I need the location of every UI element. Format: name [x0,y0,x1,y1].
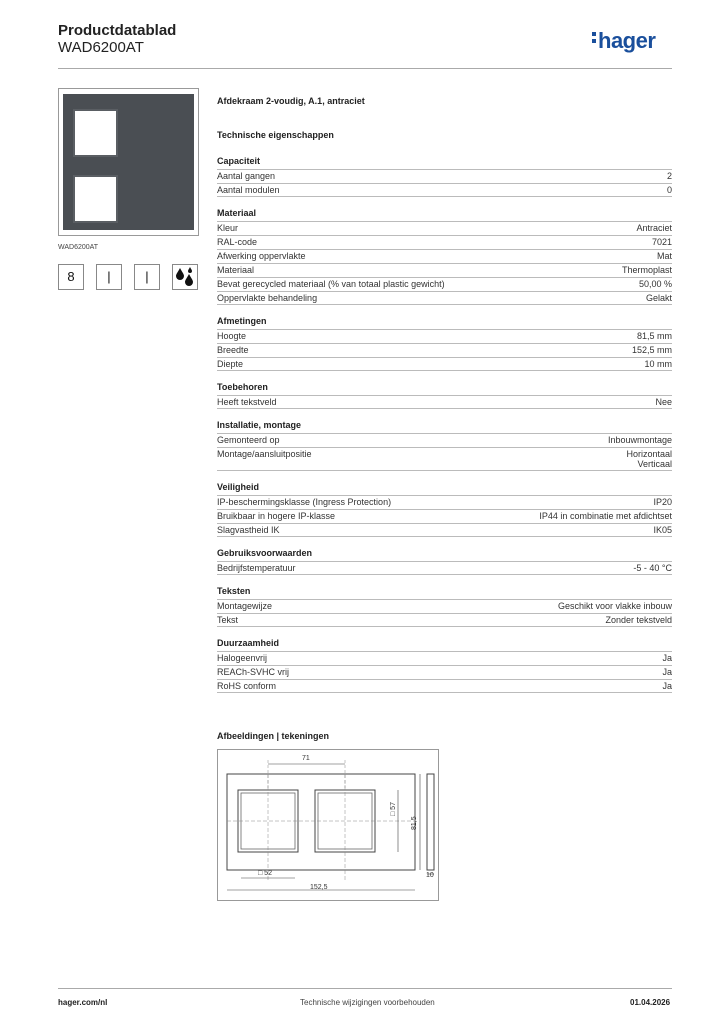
spec-row [217,561,672,575]
section-heading: Gebruiksvoorwaarden [217,548,313,558]
spec-value: 0 [666,185,672,195]
section-heading: Toebehoren [217,382,268,392]
spec-key: Tekst [217,615,239,625]
spec-value: Zonder tekstveld [605,615,672,625]
header-divider [58,68,672,69]
spec-row [217,651,672,665]
spec-row [217,509,672,523]
spec-value: 7021 [651,237,672,247]
spec-value: 81,5 mm [636,331,672,341]
product-name: Afdekraam 2-voudig, A.1, antraciet [217,96,365,106]
spec-key: Oppervlakte behandeling [217,293,318,303]
footer-website-link[interactable]: hager.com/nl [58,998,108,1007]
spec-row [217,343,672,357]
dim-label-71: 71 [302,755,310,762]
spec-value: -5 - 40 °C [633,563,672,573]
product-image [58,88,199,236]
spec-row [217,221,672,235]
spec-key: Montagewijze [217,601,273,611]
footer-disclaimer: Technische wijzigingen voorbehouden [300,998,435,1007]
spec-key: Materiaal [217,265,255,275]
spec-value: Inbouwmontage [607,435,672,445]
spec-key: Bevat gerecycled materiaal (% van totaal plastic gewicht) [217,279,445,289]
spec-key: Kleur [217,223,239,233]
hager-logo: hager [592,28,655,54]
spec-key: Gemonteerd op [217,435,280,445]
spec-key: Aantal gangen [217,171,276,181]
spec-value: Horizontaal [626,449,672,459]
spec-row [217,277,672,291]
dim-label-10: 10 [426,872,434,879]
section-heading: Installatie, montage [217,420,302,430]
spec-row [217,291,672,305]
spec-key: REACh-SVHC vrij [217,667,290,677]
spec-row [217,665,672,679]
footer-date: 01.04.2026 [630,998,671,1007]
spec-row [217,235,672,249]
spec-value: 152,5 mm [631,345,672,355]
spec-key: Halogeenvrij [217,653,268,663]
spec-row [217,599,672,613]
frame-opening-top [73,109,118,157]
spec-key: Heeft tekstveld [217,397,277,407]
spec-value: Antraciet [636,223,672,233]
spec-row [217,357,672,371]
spec-key: Afwerking oppervlakte [217,251,306,261]
digit-icon: 8 [58,264,84,290]
spec-value: Geschikt voor vlakke inbouw [557,601,672,611]
tech-heading: Technische eigenschappen [217,130,334,140]
dim-label-152-5: 152,5 [310,884,328,891]
vertical-bar-icon: | [96,264,122,290]
spec-key: IP-beschermingsklasse (Ingress Protection) [217,497,392,507]
spec-key: Bedrijfstemperatuur [217,563,296,573]
spec-value: 50,00 % [638,279,672,289]
spec-value: Gelakt [645,293,672,303]
image-caption: WAD6200AT [58,244,99,251]
spec-row [217,523,672,537]
dim-label-52: □ 52 [258,870,272,877]
spec-row [217,169,672,183]
spec-key: Hoogte [217,331,247,341]
spec-row [217,263,672,277]
spec-value: 10 mm [644,359,672,369]
spec-value: Mat [656,251,672,261]
section-heading: Materiaal [217,208,257,218]
spec-value: IP20 [653,497,672,507]
section-heading: Duurzaamheid [217,638,280,648]
spec-value: Ja [662,653,672,663]
spec-value: Verticaal [637,459,672,469]
spec-value: 2 [666,171,672,181]
spec-row [217,183,672,197]
spec-value: IP44 in combinatie met afdichtset [539,511,672,521]
spec-key: Montage/aansluitpositie [217,449,312,459]
frame-opening-bottom [73,175,118,223]
spec-key: Bruikbaar in hogere IP-klasse [217,511,336,521]
page-title: Productdatablad [58,22,177,39]
spec-value: Ja [662,681,672,691]
spec-row [217,433,672,447]
spec-row [217,395,672,409]
spec-row [217,495,672,509]
spec-row [217,329,672,343]
dim-label-57: □ 57 [390,802,397,816]
section-heading: Teksten [217,586,251,596]
footer-divider [58,988,672,989]
technical-drawing [217,749,439,901]
section-heading: Capaciteit [217,156,261,166]
vertical-bar-icon: | [134,264,160,290]
dim-label-81-5: 81,5 [411,816,418,830]
spec-key: Aantal modulen [217,185,280,195]
spec-row [217,679,672,693]
product-code: WAD6200AT [58,39,144,56]
spec-key: Slagvastheid IK [217,525,280,535]
spec-key: RAL-code [217,237,258,247]
spec-key: RoHS conform [217,681,277,691]
section-heading: Afmetingen [217,316,267,326]
spec-row [217,249,672,263]
spec-row [217,613,672,627]
spec-key: Breedte [217,345,249,355]
spec-value: Nee [655,397,672,407]
water-drops-icon [172,264,198,290]
drawings-heading: Afbeeldingen | tekeningen [217,731,330,741]
spec-value: Thermoplast [621,265,672,275]
spec-key: Diepte [217,359,244,369]
spec-value: Ja [662,667,672,677]
section-heading: Veiligheid [217,482,260,492]
spec-row [217,447,672,471]
spec-value: IK05 [653,525,672,535]
